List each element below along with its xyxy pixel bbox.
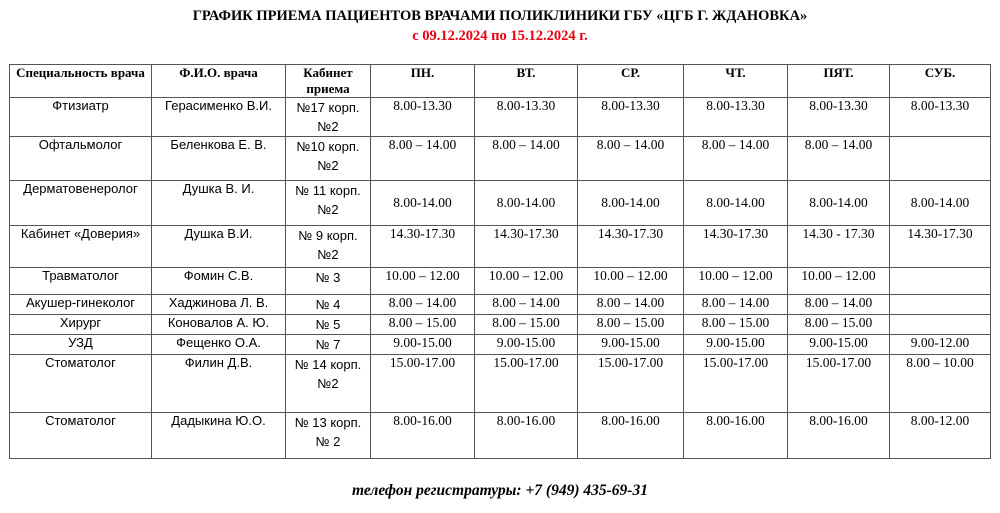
hours-tue: 8.00 – 14.00 <box>475 295 578 315</box>
specialty-cell: Офтальмолог <box>10 137 152 181</box>
date-range: с 09.12.2024 по 15.12.2024 г. <box>412 28 588 44</box>
doctor-cell: Душка В. И. <box>152 181 286 226</box>
cabinet-cell: №17 корп. №2 <box>286 98 371 137</box>
hours-sat <box>890 295 991 315</box>
specialty-cell: Дерматовенеролог <box>10 181 152 226</box>
hours-wed: 8.00-13.30 <box>578 98 684 137</box>
hours-wed: 8.00-14.00 <box>578 181 684 226</box>
hours-tue: 8.00-14.00 <box>475 181 578 226</box>
specialty-cell: Стоматолог <box>10 413 152 459</box>
hours-fri: 15.00-17.00 <box>788 355 890 413</box>
registry-phone: телефон регистратуры: +7 (949) 435-69-31 <box>352 482 648 499</box>
hours-fri: 8.00 – 15.00 <box>788 315 890 335</box>
specialty-cell: Кабинет «Доверия» <box>10 226 152 268</box>
col-header-fri: ПЯТ. <box>788 65 890 98</box>
table-row <box>10 98 991 137</box>
col-header-wed: СР. <box>578 65 684 98</box>
hours-thu: 8.00-16.00 <box>684 413 788 459</box>
hours-thu: 8.00 – 14.00 <box>684 295 788 315</box>
hours-thu: 8.00 – 15.00 <box>684 315 788 335</box>
hours-sat: 9.00-12.00 <box>890 335 991 355</box>
hours-fri: 8.00-14.00 <box>788 181 890 226</box>
cabinet-cell: № 4 <box>286 295 371 315</box>
hours-tue: 8.00-13.30 <box>475 98 578 137</box>
hours-tue: 8.00-16.00 <box>475 413 578 459</box>
col-header-tue: ВТ. <box>475 65 578 98</box>
table-row <box>10 355 991 413</box>
doctor-cell: Фомин С.В. <box>152 268 286 295</box>
header-row <box>10 65 991 98</box>
hours-thu: 14.30-17.30 <box>684 226 788 268</box>
hours-sat: 8.00-14.00 <box>890 181 991 226</box>
hours-mon: 8.00 – 14.00 <box>371 295 475 315</box>
hours-mon: 15.00-17.00 <box>371 355 475 413</box>
hours-fri: 8.00-16.00 <box>788 413 890 459</box>
hours-sat: 8.00-12.00 <box>890 413 991 459</box>
hours-mon: 10.00 – 12.00 <box>371 268 475 295</box>
table-row <box>10 295 991 315</box>
hours-tue: 9.00-15.00 <box>475 335 578 355</box>
hours-sat: 14.30-17.30 <box>890 226 991 268</box>
hours-fri: 8.00 – 14.00 <box>788 137 890 181</box>
cabinet-cell: № 13 корп. № 2 <box>286 413 371 459</box>
page-title: ГРАФИК ПРИЕМА ПАЦИЕНТОВ ВРАЧАМИ ПОЛИКЛИНИКИ ГБУ «ЦГБ Г. ЖДАНОВКА» <box>192 8 808 24</box>
hours-thu: 9.00-15.00 <box>684 335 788 355</box>
hours-mon: 8.00-14.00 <box>371 181 475 226</box>
hours-wed: 15.00-17.00 <box>578 355 684 413</box>
hours-wed: 9.00-15.00 <box>578 335 684 355</box>
specialty-cell: Стоматолог <box>10 355 152 413</box>
table-row <box>10 335 991 355</box>
hours-tue: 14.30-17.30 <box>475 226 578 268</box>
hours-wed: 8.00-16.00 <box>578 413 684 459</box>
hours-wed: 14.30-17.30 <box>578 226 684 268</box>
doctor-cell: Фещенко О.А. <box>152 335 286 355</box>
hours-thu: 15.00-17.00 <box>684 355 788 413</box>
table-row <box>10 226 991 268</box>
hours-mon: 8.00-13.30 <box>371 98 475 137</box>
hours-sat <box>890 137 991 181</box>
specialty-cell: Травматолог <box>10 268 152 295</box>
doctor-cell: Душка В.И. <box>152 226 286 268</box>
col-header-sat: СУБ. <box>890 65 991 98</box>
hours-tue: 10.00 – 12.00 <box>475 268 578 295</box>
specialty-cell: Фтизиатр <box>10 98 152 137</box>
hours-thu: 8.00-13.30 <box>684 98 788 137</box>
schedule-table <box>9 64 991 459</box>
hours-sat <box>890 268 991 295</box>
hours-tue: 8.00 – 15.00 <box>475 315 578 335</box>
hours-thu: 8.00 – 14.00 <box>684 137 788 181</box>
hours-fri: 14.30 - 17.30 <box>788 226 890 268</box>
hours-mon: 8.00 – 15.00 <box>371 315 475 335</box>
cabinet-cell: № 7 <box>286 335 371 355</box>
hours-tue: 8.00 – 14.00 <box>475 137 578 181</box>
cabinet-cell: № 11 корп.№2 <box>286 181 371 226</box>
hours-sat: 8.00 – 10.00 <box>890 355 991 413</box>
hours-sat <box>890 315 991 335</box>
doctor-cell: Герасименко В.И. <box>152 98 286 137</box>
hours-fri: 10.00 – 12.00 <box>788 268 890 295</box>
doctor-cell: Хаджинова Л. В. <box>152 295 286 315</box>
hours-thu: 10.00 – 12.00 <box>684 268 788 295</box>
cabinet-cell: № 14 корп.№2 <box>286 355 371 413</box>
hours-thu: 8.00-14.00 <box>684 181 788 226</box>
table-row <box>10 137 991 181</box>
doctor-cell: Коновалов А. Ю. <box>152 315 286 335</box>
specialty-cell: Акушер-гинеколог <box>10 295 152 315</box>
specialty-cell: УЗД <box>10 335 152 355</box>
table-row <box>10 315 991 335</box>
table-row <box>10 181 991 226</box>
col-header-mon: ПН. <box>371 65 475 98</box>
table-row <box>10 413 991 459</box>
doctor-cell: Дадыкина Ю.О. <box>152 413 286 459</box>
specialty-cell: Хирург <box>10 315 152 335</box>
cabinet-cell: №10 корп. №2 <box>286 137 371 181</box>
doctor-cell: Беленкова Е. В. <box>152 137 286 181</box>
col-header-specialty: Специальность врача <box>10 65 152 98</box>
table-row <box>10 268 991 295</box>
cabinet-cell: № 9 корп. №2 <box>286 226 371 268</box>
cabinet-cell: № 3 <box>286 268 371 295</box>
hours-mon: 9.00-15.00 <box>371 335 475 355</box>
col-header-doctor: Ф.И.О. врача <box>152 65 286 98</box>
hours-mon: 8.00-16.00 <box>371 413 475 459</box>
hours-tue: 15.00-17.00 <box>475 355 578 413</box>
hours-fri: 9.00-15.00 <box>788 335 890 355</box>
hours-wed: 8.00 – 14.00 <box>578 137 684 181</box>
hours-mon: 8.00 – 14.00 <box>371 137 475 181</box>
hours-wed: 8.00 – 14.00 <box>578 295 684 315</box>
hours-fri: 8.00-13.30 <box>788 98 890 137</box>
hours-mon: 14.30-17.30 <box>371 226 475 268</box>
hours-wed: 10.00 – 12.00 <box>578 268 684 295</box>
cabinet-cell: № 5 <box>286 315 371 335</box>
hours-sat: 8.00-13.30 <box>890 98 991 137</box>
doctor-cell: Филин Д.В. <box>152 355 286 413</box>
hours-wed: 8.00 – 15.00 <box>578 315 684 335</box>
hours-fri: 8.00 – 14.00 <box>788 295 890 315</box>
col-header-cabinet: Кабинет приема <box>286 65 371 98</box>
col-header-thu: ЧТ. <box>684 65 788 98</box>
